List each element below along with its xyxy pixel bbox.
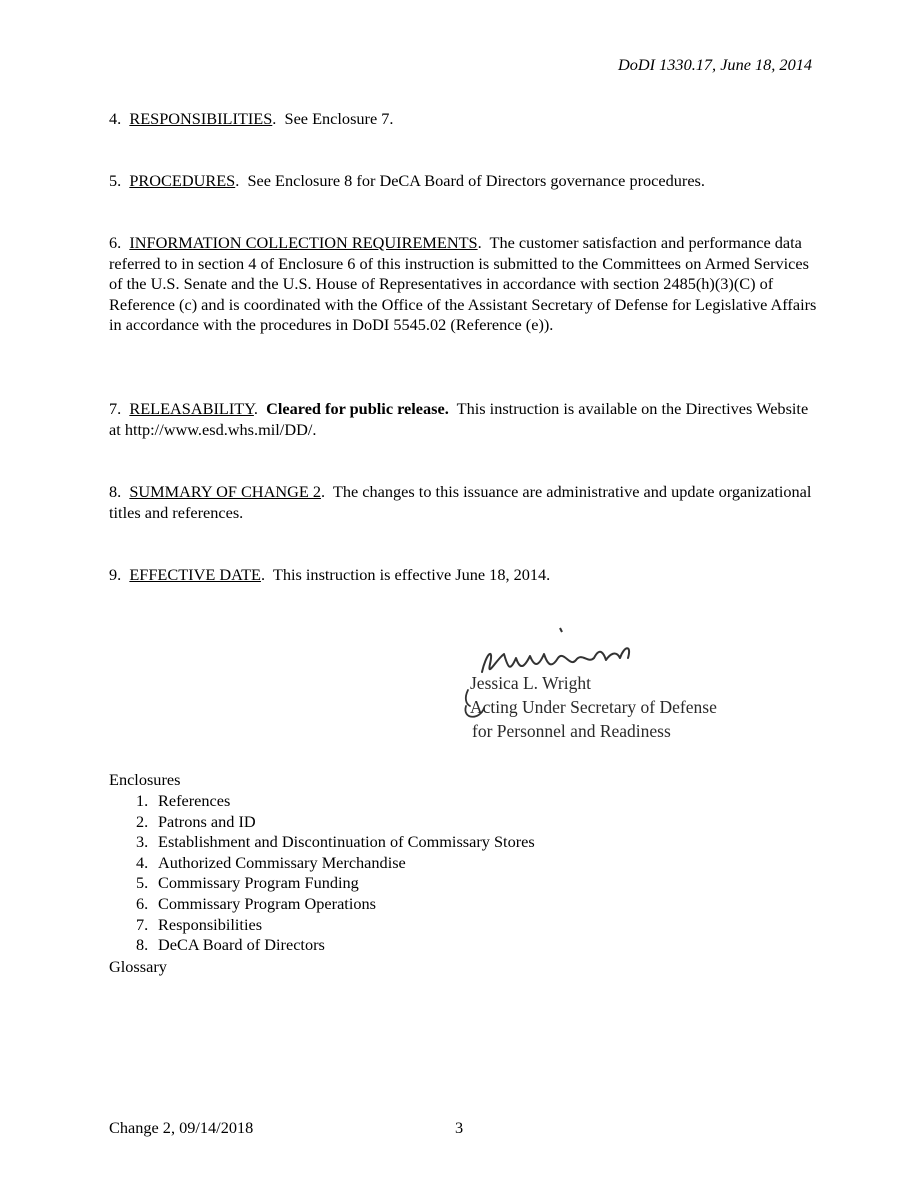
section-6: 6. INFORMATION COLLECTION REQUIREMENTS. The customer satisfaction and performance data referred to in section 4 of Enclosure 6 of this instruction is submitted to the Committees on Armed Services of the U.S. Senate and the U.S. House of Representatives in accordance with section 2485(h)(3)(C) of Reference (c) and is coordinated with the Office of the Assistant Secretary of Defense for Legislative Affairs in accordance with the procedures in DoDI 5545.02 (Reference (e)). [109, 233, 817, 335]
section-number: 5. [109, 171, 122, 190]
list-item [136, 832, 535, 853]
enclosures-list [136, 791, 535, 956]
list-item [136, 853, 535, 874]
section-7: 7. RELEASABILITY. Cleared for public release. This instruction is available on the Directives Website at http://www.esd.whs.mil/DD/. [109, 399, 809, 439]
section-title: PROCEDURES [129, 171, 236, 190]
section-5: 5. PROCEDURES. See Enclosure 8 for DeCA Board of Directors governance procedures. [109, 171, 705, 190]
release-statement: Cleared for public release. [266, 399, 449, 418]
section-body: The customer satisfaction and performance data referred to in section 4 of Enclosure 6 of this instruction is submitted to the Committees on Armed Services of the U.S. Senate and the U.S. House of Representatives in accordance with section 2485(h)(3)(C) of Reference (c) and is coordinated with the Office of the Assistant Secretary of Defense for Legislative Affairs in accordance with the procedures in DoDI 5545.02 (Reference (e)). [109, 233, 817, 335]
section-number: 7. [109, 399, 122, 418]
signer-title-line1: Acting Under Secretary of Defense [470, 697, 717, 717]
section-title: RESPONSIBILITIES [129, 109, 273, 128]
section-8: 8. SUMMARY OF CHANGE 2. The changes to this issuance are administrative and update organizational titles and references. [109, 482, 812, 522]
glossary-label: Glossary [109, 957, 167, 976]
list-item-label: Establishment and Discontinuation of Commissary Stores [158, 832, 535, 852]
list-item-label: Commissary Program Funding [158, 873, 359, 893]
list-item-number: 8. [136, 935, 149, 955]
list-item-number: 6. [136, 893, 149, 913]
list-item-label: References [158, 791, 231, 810]
section-body: This instruction is effective June 18, 2014. [272, 565, 551, 584]
list-item [136, 812, 535, 833]
signature-graphic [460, 624, 780, 746]
section-body: This instruction is available on the Directives Website at http://www.esd.whs.mil/DD/. [109, 399, 809, 439]
list-item [136, 935, 535, 956]
list-item-number: 1. [136, 791, 149, 810]
section-body: See Enclosure 8 for DeCA Board of Directors governance procedures. [247, 171, 705, 190]
list-item [136, 894, 535, 915]
list-item-number: 7. [136, 914, 149, 934]
list-item [136, 873, 535, 894]
document-header: DoDI 1330.17, June 18, 2014 [618, 55, 812, 74]
section-number: 9. [109, 565, 122, 584]
list-item-label: Authorized Commissary Merchandise [158, 852, 406, 872]
list-item [136, 915, 535, 936]
section-number: 6. [109, 233, 122, 252]
section-9: 9. EFFECTIVE DATE. This instruction is effective June 18, 2014. [109, 565, 551, 584]
list-item [136, 791, 535, 812]
signature-block [460, 624, 780, 746]
list-item-label: Commissary Program Operations [158, 893, 376, 913]
list-item-label: Patrons and ID [158, 811, 256, 831]
signer-title-line2: for Personnel and Readiness [472, 721, 671, 741]
handwritten-signature [482, 648, 629, 672]
list-item-label: Responsibilities [158, 914, 263, 934]
section-title: INFORMATION COLLECTION REQUIREMENTS [129, 233, 478, 252]
page-number: 3 [455, 1118, 464, 1137]
enclosures-heading: Enclosures [109, 770, 181, 789]
list-item-label: DeCA Board of Directors [158, 935, 325, 955]
section-body: The changes to this issuance are administrative and update organizational titles and references. [109, 482, 812, 522]
section-title: EFFECTIVE DATE [129, 565, 261, 584]
section-number: 8. [109, 482, 122, 501]
list-item-number: 5. [136, 873, 149, 893]
signer-name: Jessica L. Wright [470, 673, 591, 693]
section-title: RELEASABILITY [129, 399, 254, 418]
section-title: SUMMARY OF CHANGE 2 [129, 482, 321, 501]
section-body: See Enclosure 7. [284, 109, 394, 128]
list-item-number: 3. [136, 832, 149, 852]
footer-change: Change 2, 09/14/2018 [109, 1118, 254, 1137]
section-number: 4. [109, 109, 122, 128]
list-item-number: 4. [136, 852, 149, 872]
list-item-number: 2. [136, 811, 149, 831]
section-4: 4. RESPONSIBILITIES. See Enclosure 7. [109, 109, 394, 128]
